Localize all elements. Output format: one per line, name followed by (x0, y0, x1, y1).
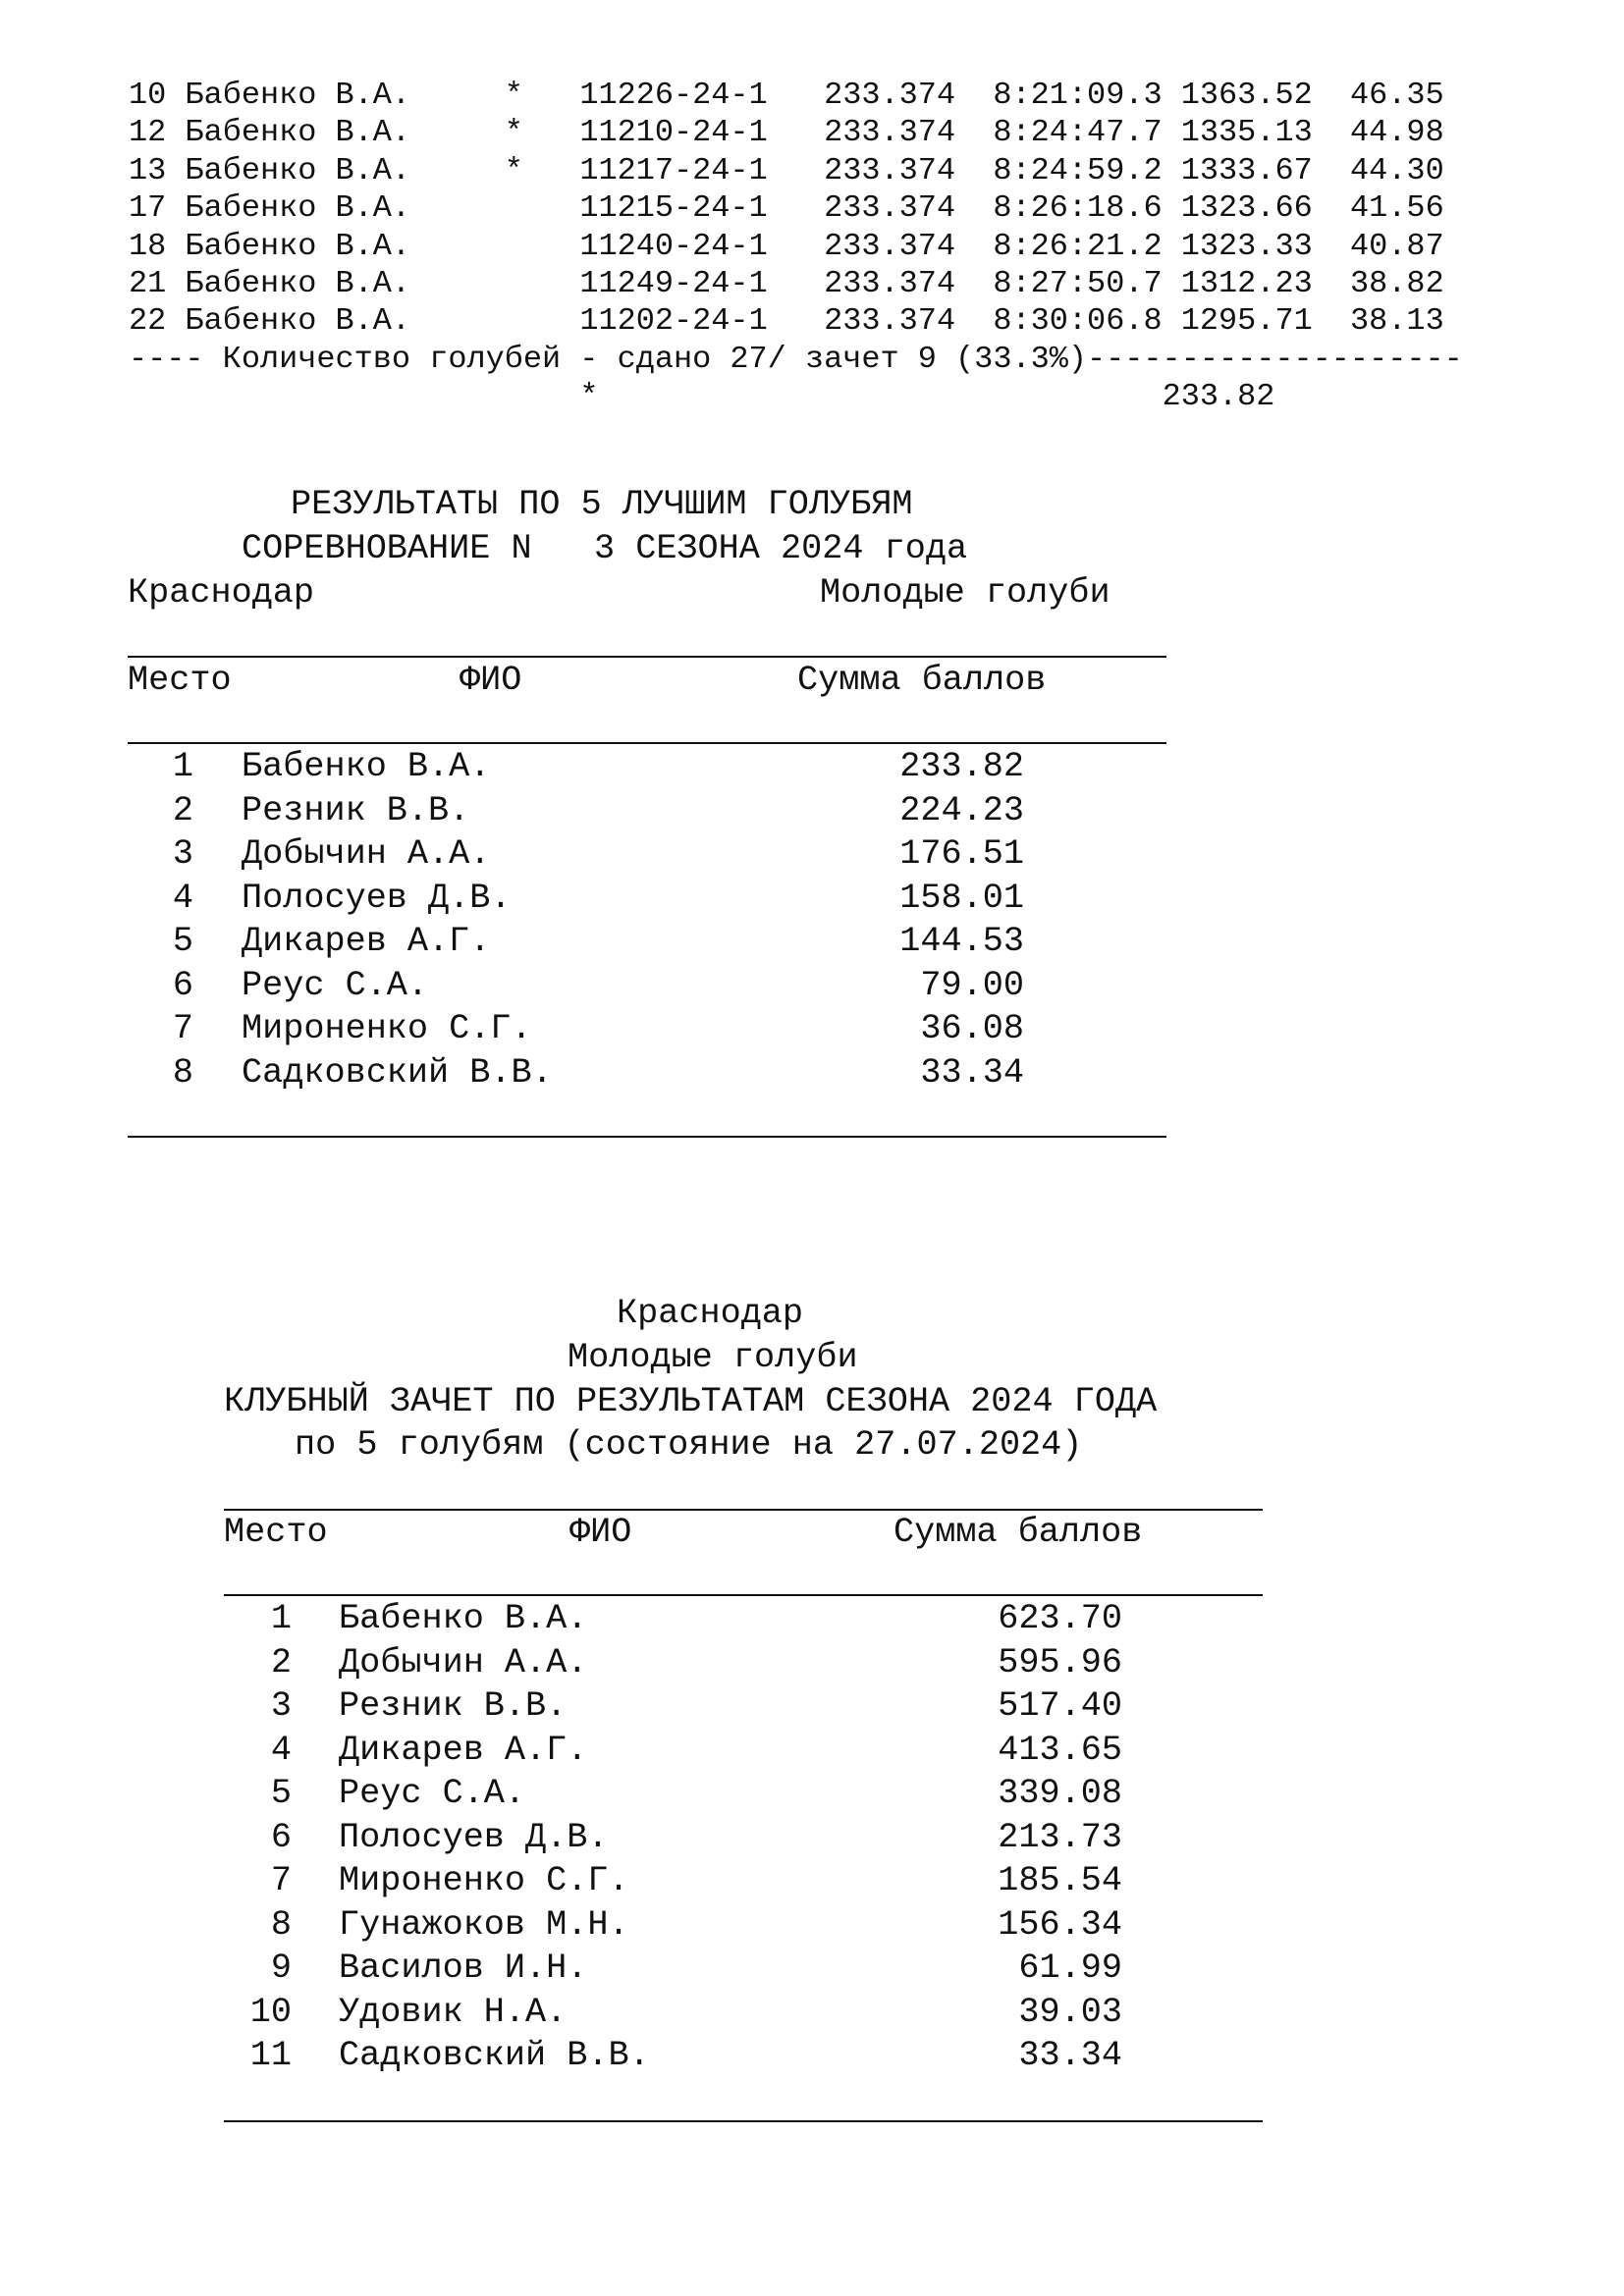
race-speed: 1333.67 (1180, 151, 1313, 188)
competition-col-name: ФИО (460, 661, 522, 700)
race-place: 21 (129, 264, 167, 301)
race-speed: 1312.23 (1180, 264, 1313, 301)
row-place: 5 (270, 1774, 292, 1813)
row-name: Садковский В.В. (339, 2036, 650, 2075)
row-name: Мироненко С.Г. (242, 1009, 532, 1048)
row-sum: 339.08 (998, 1774, 1122, 1813)
row-name: Резник В.В. (242, 790, 470, 830)
race-arrival-time: 8:26:21.2 (993, 227, 1163, 264)
competition-header-rule-top (128, 656, 1166, 658)
row-name: Василов И.Н. (339, 1949, 588, 1988)
race-distance: 233.374 (824, 302, 956, 340)
race-points: 40.87 (1350, 227, 1444, 264)
row-place: 4 (270, 1730, 292, 1770)
row-name: Бабенко В.А. (242, 747, 491, 786)
race-mark: * (504, 77, 523, 113)
row-place: 7 (172, 1009, 193, 1048)
row-name: Бабенко В.А. (339, 1599, 588, 1638)
race-ring-number: 11249-24-1 (579, 264, 768, 301)
row-place: 6 (270, 1817, 292, 1857)
row-sum: 413.65 (998, 1730, 1122, 1770)
race-summary-text: ---- Количество голубей - сдано 27/ зачет 9 (33.3%)-------------------- (129, 340, 1463, 377)
race-total-line (129, 378, 1463, 415)
competition-subtitle: СОРЕВНОВАНИЕ N 3 СЕЗОНА 2024 года (242, 529, 968, 568)
row-sum: 33.34 (1018, 2036, 1122, 2075)
race-mark: * (504, 151, 523, 188)
race-place: 22 (129, 302, 167, 340)
race-speed: 1335.13 (1180, 114, 1313, 151)
row-place: 2 (270, 1642, 292, 1682)
row-place: 11 (249, 2036, 292, 2075)
row-place: 3 (172, 834, 193, 874)
race-place: 10 (129, 77, 167, 113)
race-fancier-name: Бабенко В.А. (185, 189, 411, 227)
race-ring-number: 11210-24-1 (579, 114, 768, 151)
competition-title: РЕЗУЛЬТАТЫ ПО 5 ЛУЧШИМ ГОЛУБЯМ (291, 485, 913, 524)
race-distance: 233.374 (824, 151, 956, 188)
race-distance: 233.374 (824, 227, 956, 264)
row-sum: 176.51 (899, 834, 1024, 874)
race-speed: 1323.33 (1180, 227, 1313, 264)
race-place: 18 (129, 227, 167, 264)
race-place: 12 (129, 114, 167, 151)
row-place: 1 (172, 747, 193, 786)
race-points: 38.82 (1350, 264, 1444, 301)
season-category: Молодые голуби (568, 1338, 858, 1377)
season-city: Краснодар (617, 1294, 804, 1333)
race-fancier-name: Бабенко В.А. (185, 302, 411, 340)
competition-col-sum: Сумма баллов (797, 661, 1047, 700)
race-fancier-name: Бабенко В.А. (185, 151, 411, 188)
row-place: 8 (270, 1904, 292, 1945)
row-name: Дикарев А.Г. (242, 922, 491, 961)
row-sum: 156.34 (998, 1904, 1122, 1945)
race-arrival-time: 8:24:59.2 (993, 151, 1163, 188)
competition-col-place: Место (128, 661, 232, 700)
race-speed: 1323.66 (1180, 189, 1313, 227)
competition-header-rule-bottom (128, 742, 1166, 744)
row-place: 1 (270, 1599, 292, 1638)
race-result-row (129, 114, 1463, 151)
race-summary-line (129, 341, 1463, 378)
row-name: Реус С.А. (242, 965, 429, 1005)
season-table-rule-end (224, 2120, 1263, 2122)
row-sum: 517.40 (998, 1686, 1122, 1726)
row-sum: 36.08 (920, 1009, 1024, 1048)
race-points: 44.30 (1350, 151, 1444, 188)
race-fancier-name: Бабенко В.А. (185, 264, 411, 301)
race-result-row (129, 189, 1463, 227)
row-place: 7 (270, 1861, 292, 1900)
competition-city: Краснодар (128, 573, 315, 613)
race-total-mark: * (579, 378, 599, 415)
race-points: 46.35 (1350, 77, 1444, 113)
race-fancier-name: Бабенко В.А. (185, 77, 411, 113)
race-arrival-time: 8:21:09.3 (993, 77, 1163, 113)
row-name: Добычин А.А. (242, 834, 491, 874)
row-name: Полосуев Д.В. (339, 1817, 609, 1857)
row-name: Добычин А.А. (339, 1642, 588, 1682)
row-name: Садковский В.В. (242, 1052, 553, 1093)
season-subtitle: по 5 голубям (состояние на 27.07.2024) (295, 1425, 1083, 1465)
season-col-name: ФИО (569, 1513, 632, 1552)
competition-category: Молодые голуби (820, 573, 1110, 613)
race-ring-number: 11240-24-1 (579, 227, 768, 264)
competition-table-rule-end (128, 1136, 1166, 1138)
row-sum: 39.03 (1018, 1992, 1122, 2032)
row-sum: 213.73 (998, 1817, 1122, 1857)
race-distance: 233.374 (824, 264, 956, 301)
race-points: 38.13 (1350, 302, 1444, 340)
row-sum: 79.00 (920, 965, 1024, 1005)
race-result-row (129, 228, 1463, 265)
race-result-row (129, 77, 1463, 114)
row-sum: 185.54 (998, 1861, 1122, 1900)
row-place: 2 (172, 790, 193, 830)
race-arrival-time: 8:27:50.7 (993, 264, 1163, 301)
season-title: КЛУБНЫЙ ЗАЧЕТ ПО РЕЗУЛЬТАТАМ СЕЗОНА 2024 ГОДА (224, 1382, 1158, 1421)
row-name: Реус С.А. (339, 1774, 526, 1813)
race-result-row (129, 265, 1463, 302)
race-place: 17 (129, 189, 167, 227)
row-sum: 233.82 (899, 747, 1024, 786)
row-name: Дикарев А.Г. (339, 1730, 588, 1770)
row-sum: 595.96 (998, 1642, 1122, 1682)
race-ring-number: 11217-24-1 (579, 151, 768, 188)
season-col-place: Место (224, 1513, 328, 1552)
row-place: 8 (172, 1052, 193, 1093)
race-ring-number: 11202-24-1 (579, 302, 768, 340)
race-ring-number: 11215-24-1 (579, 189, 768, 227)
row-place: 3 (270, 1686, 292, 1726)
row-sum: 33.34 (920, 1052, 1024, 1093)
row-place: 6 (172, 965, 193, 1005)
race-arrival-time: 8:30:06.8 (993, 302, 1163, 340)
race-arrival-time: 8:26:18.6 (993, 189, 1163, 227)
race-distance: 233.374 (824, 77, 956, 113)
race-points: 44.98 (1350, 114, 1444, 151)
row-name: Удовик Н.А. (339, 1992, 568, 2032)
row-place: 9 (270, 1949, 292, 1988)
season-col-sum: Сумма баллов (893, 1513, 1143, 1552)
race-total-value: 233.82 (1162, 378, 1275, 415)
race-ring-number: 11226-24-1 (579, 77, 768, 113)
row-sum: 61.99 (1018, 1949, 1122, 1988)
season-header-rule-bottom (224, 1594, 1263, 1596)
race-fancier-name: Бабенко В.А. (185, 227, 411, 264)
row-place: 10 (249, 1992, 292, 2032)
race-result-row (129, 152, 1463, 189)
race-place: 13 (129, 151, 167, 188)
race-fancier-name: Бабенко В.А. (185, 114, 411, 151)
race-arrival-time: 8:24:47.7 (993, 114, 1163, 151)
race-mark: * (504, 114, 523, 151)
race-points: 41.56 (1350, 189, 1444, 227)
row-place: 5 (172, 922, 193, 961)
row-sum: 623.70 (998, 1599, 1122, 1638)
race-distance: 233.374 (824, 189, 956, 227)
row-place: 4 (172, 878, 193, 918)
race-speed: 1363.52 (1180, 77, 1313, 113)
race-speed: 1295.71 (1180, 302, 1313, 340)
row-name: Мироненко С.Г. (339, 1861, 629, 1900)
row-sum: 224.23 (899, 790, 1024, 830)
row-name: Полосуев Д.В. (242, 878, 512, 918)
row-name: Резник В.В. (339, 1686, 568, 1726)
row-name: Гунажоков М.Н. (339, 1904, 629, 1945)
race-distance: 233.374 (824, 114, 956, 151)
race-results-fragment (129, 77, 1463, 416)
row-sum: 158.01 (899, 878, 1024, 918)
race-result-row (129, 302, 1463, 340)
row-sum: 144.53 (899, 922, 1024, 961)
